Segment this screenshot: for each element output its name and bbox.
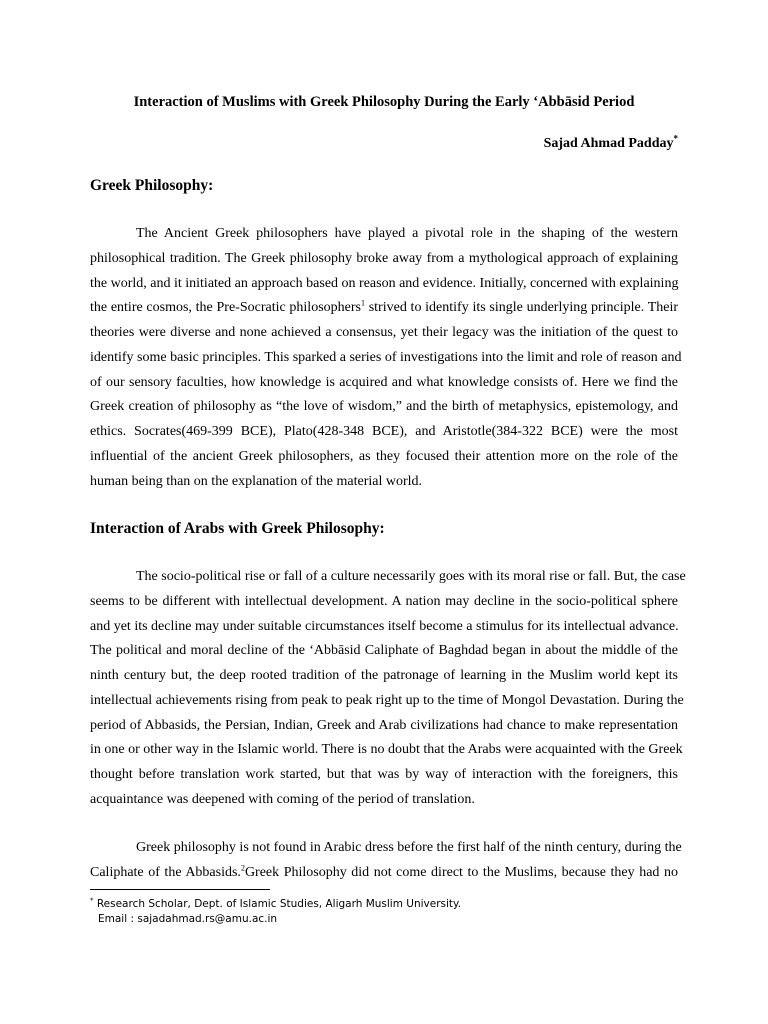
text-line: philosophical tradition. The Greek philosophy broke away from a mythological approach of explaining xyxy=(90,250,678,266)
text-segment: the entire cosmos, the Pre-Socratic philosophers xyxy=(90,300,361,316)
text-line: The socio-political rise or fall of a culture necessarily goes with its moral rise or fall. But, the case xyxy=(136,569,686,584)
author-note-marker: * xyxy=(673,133,678,144)
text-line: influential of the ancient Greek philosophers, as they focused their attention more on the role of the xyxy=(90,448,678,464)
paragraph-greek-philosophy-arabic xyxy=(90,836,682,886)
text-line: ninth century but, the deep rooted tradition of the patronage of learning in the Muslim world kept its xyxy=(90,668,678,683)
paragraph-interaction-of-arabs xyxy=(90,565,686,813)
paragraph-greek-philosophy xyxy=(90,222,682,494)
text-line: Greek creation of philosophy as “the love of wisdom,” and the birth of metaphysics, epistemology, and xyxy=(90,399,678,415)
footnote xyxy=(90,897,461,927)
author-name xyxy=(544,134,678,154)
text-line: theories were diverse and none achieved a consensus, yet their legacy was the initiation of the quest to xyxy=(90,325,678,340)
text-line: acquaintance was deepened with coming of the period of translation. xyxy=(90,791,475,807)
text-segment: Caliphate of the Abbasids. xyxy=(90,864,241,880)
section-heading-greek-philosophy: Greek Philosophy: xyxy=(90,177,214,194)
text-line: and yet its decline may under suitable circumstances itself become a stimulus for its intellectual advance. xyxy=(90,618,679,634)
text-segment: strived to identify its single underlying principle. Their xyxy=(368,300,679,316)
text-line: ethics. Socrates(469-399 BCE), Plato(428-348 BCE), and Aristotle(384-322 BCE) were the most xyxy=(90,424,678,439)
text-line: seems to be different with intellectual development. A nation may decline in the socio-political sphere xyxy=(90,593,678,609)
author-name-text: Sajad Ahmad Padday xyxy=(543,136,674,151)
footnote-ref-1: 1 xyxy=(360,298,365,308)
text-line: identify some basic principles. This sparked a series of investigations into the limit and role of reason and xyxy=(90,349,682,365)
footnote-email: Email : sajadahmad.rs@amu.ac.in xyxy=(98,913,278,925)
text-line: of our sensory faculties, how knowledge is acquired and what knowledge consists of. Here we find the xyxy=(90,374,678,390)
text-line xyxy=(90,296,678,321)
footnote-ref-2: 2 xyxy=(240,863,245,873)
text-line: in one or other way in the Islamic world. There is no doubt that the Arabs were acquainted with the Greek xyxy=(90,742,683,758)
section-heading-interaction-of-arabs: Interaction of Arabs with Greek Philosophy: xyxy=(90,520,385,537)
text-line: The Ancient Greek philosophers have played a pivotal role in the shaping of the western xyxy=(136,226,678,241)
text-segment: Greek Philosophy did not come direct to the Muslims, because they had no xyxy=(244,864,678,880)
text-line: the world, and it initiated an approach based on reason and evidence. Initially, concerned with explaining xyxy=(90,275,679,291)
footnote-mark: * xyxy=(90,896,94,905)
paper-title: Interaction of Muslims with Greek Philosophy During the Early ‘Abbāsid Period xyxy=(133,94,635,110)
text-line: human being than on the explanation of the material world. xyxy=(90,473,423,489)
footnote-affiliation: Research Scholar, Dept. of Islamic Studies, Aligarh Muslim University. xyxy=(96,898,462,910)
text-line: The political and moral decline of the ‘Abbāsid Caliphate of Baghdad began in about the middle of the xyxy=(90,643,678,659)
text-line: period of Abbasids, the Persian, Indian, Greek and Arab civilizations had chance to make representation xyxy=(90,717,678,733)
footnote-separator xyxy=(90,889,270,890)
text-line: thought before translation work started, but that was by way of interaction with the foreigners, this xyxy=(90,767,678,782)
text-line: intellectual achievements rising from peak to peak right up to the time of Mongol Devastation. During the xyxy=(90,692,684,708)
text-line xyxy=(90,861,678,886)
text-line: Greek philosophy is not found in Arabic dress before the first half of the ninth century, during the xyxy=(136,840,682,855)
